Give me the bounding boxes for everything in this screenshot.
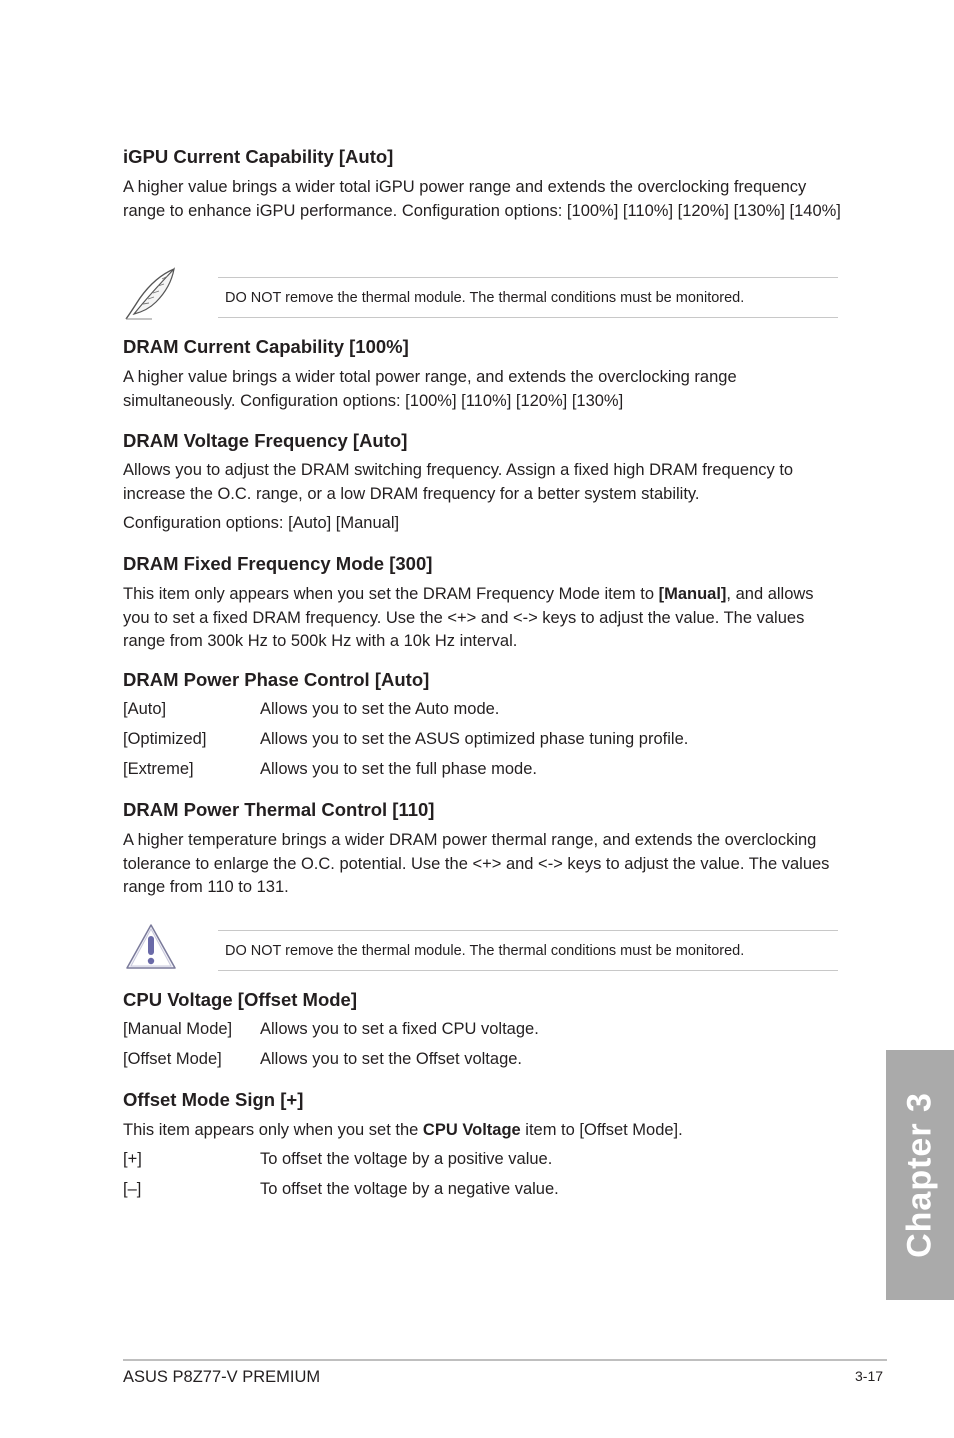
text-part: This item appears only when you set the bbox=[123, 1121, 423, 1139]
section-text-dram-voltage-freq: Allows you to adjust the DRAM switching frequency. Assign a fixed high DRAM frequency to increase the O.C. range, or a low DRAM frequency for a better system stability. bbox=[123, 461, 794, 503]
option-value: Allows you to set the ASUS optimized phase tuning profile. bbox=[260, 730, 689, 748]
section-options-dram-voltage-freq: Configuration options: [Auto] [Manual] bbox=[123, 514, 400, 532]
section-title-igpu: iGPU Current Capability [Auto] bbox=[123, 146, 394, 167]
warning-top-rule bbox=[218, 930, 838, 931]
text-part: item to [Offset Mode]. bbox=[520, 1121, 683, 1139]
warning-bottom-rule bbox=[218, 970, 838, 971]
option-value: To offset the voltage by a negative value. bbox=[260, 1180, 559, 1198]
option-value: To offset the voltage by a positive value. bbox=[260, 1150, 553, 1168]
option-key: [–] bbox=[123, 1180, 142, 1198]
pen-note-icon bbox=[122, 266, 182, 322]
section-text-offset-sign bbox=[123, 1119, 843, 1143]
section-title-cpu-voltage: CPU Voltage [Offset Mode] bbox=[123, 989, 357, 1010]
option-key: [Optimized] bbox=[123, 730, 207, 748]
section-text-igpu: A higher value brings a wider total iGPU power range and extends the overclocking frequency range to enhance iGPU performance. Configuration options: [100%] [110%] [120%] [130%] [140%] bbox=[123, 178, 841, 220]
option-value: Allows you to set the full phase mode. bbox=[260, 760, 537, 778]
section-text-dram-thermal: A higher temperature brings a wider DRAM power thermal range, and extends the overclocking tolerance to enlarge the O.C. potential. Use the <+> and <-> keys to adjust the value. The values range from 110 to 131. bbox=[123, 831, 830, 896]
section-title-dram-current: DRAM Current Capability [100%] bbox=[123, 336, 409, 357]
text-part: , and allows you to set a fixed DRAM frequency. Use the <+> and <-> keys to adjust the value. The values range from 300k Hz to 500k Hz with a 10k Hz interval. bbox=[123, 585, 814, 650]
section-text-dram-fixed bbox=[123, 583, 843, 654]
section-title-dram-thermal: DRAM Power Thermal Control [110] bbox=[123, 799, 435, 820]
footer-rule bbox=[123, 1359, 887, 1361]
section-title-offset-sign: Offset Mode Sign [+] bbox=[123, 1089, 304, 1110]
option-key: [Offset Mode] bbox=[123, 1050, 222, 1068]
chapter-tab-label: Chapter 3 bbox=[900, 1092, 939, 1258]
section-title-dram-fixed: DRAM Fixed Frequency Mode [300] bbox=[123, 553, 433, 574]
note-text: DO NOT remove the thermal module. The thermal conditions must be monitored. bbox=[225, 290, 745, 306]
text-part: This item only appears when you set the DRAM Frequency Mode item to bbox=[123, 585, 659, 603]
note-bottom-rule bbox=[218, 317, 838, 318]
option-key: [+] bbox=[123, 1150, 142, 1168]
text-bold: [Manual] bbox=[658, 585, 727, 603]
footer-page-number: 3-17 bbox=[855, 1368, 884, 1384]
warning-text: DO NOT remove the thermal module. The thermal conditions must be monitored. bbox=[225, 943, 745, 959]
option-key: [Extreme] bbox=[123, 760, 194, 778]
section-title-dram-voltage-freq: DRAM Voltage Frequency [Auto] bbox=[123, 430, 408, 451]
option-key: [Auto] bbox=[123, 700, 167, 718]
chapter-tab bbox=[886, 1050, 954, 1300]
option-value: Allows you to set the Auto mode. bbox=[260, 700, 500, 718]
section-title-dram-phase: DRAM Power Phase Control [Auto] bbox=[123, 669, 430, 690]
footer-product-name: ASUS P8Z77-V PREMIUM bbox=[123, 1368, 321, 1386]
section-text-dram-current: A higher value brings a wider total power range, and extends the overclocking range simultaneously. Configuration options: [100%] [110%] [120%] [130%] bbox=[123, 368, 737, 410]
text-bold: CPU Voltage bbox=[422, 1121, 521, 1139]
option-key: [Manual Mode] bbox=[123, 1020, 233, 1038]
note-top-rule bbox=[218, 277, 838, 278]
warning-icon bbox=[124, 922, 178, 972]
option-value: Allows you to set the Offset voltage. bbox=[260, 1050, 523, 1068]
option-value: Allows you to set a fixed CPU voltage. bbox=[260, 1020, 539, 1038]
